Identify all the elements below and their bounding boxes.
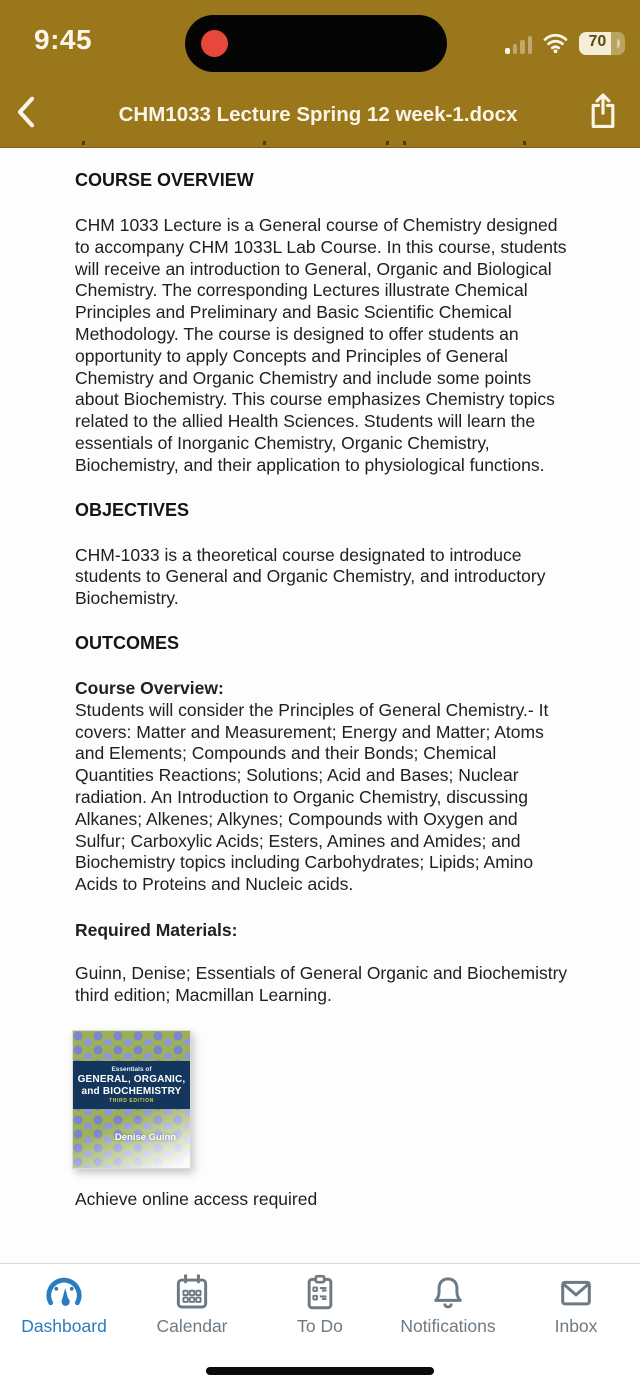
- tab-todo[interactable]: [256, 1272, 384, 1337]
- tab-notifications[interactable]: [384, 1272, 512, 1337]
- required-materials-heading: Required Materials:: [75, 919, 238, 940]
- book-title-line1: GENERAL, ORGANIC,: [77, 1074, 186, 1086]
- bottom-tab-bar: [0, 1263, 640, 1387]
- share-icon: [586, 92, 626, 132]
- tab-dashboard[interactable]: [0, 1272, 128, 1337]
- book-edition-text: THIRD EDITION: [109, 1098, 154, 1105]
- back-button[interactable]: [14, 92, 50, 132]
- book-title-line2: and BIOCHEMISTRY: [81, 1085, 182, 1097]
- outcomes-subheading: Course Overview:: [75, 677, 224, 698]
- tab-inbox[interactable]: [512, 1272, 640, 1337]
- outcomes-paragraph: Students will consider the Principles of General Chemistry.- It covers: Matter and Measurement; Energy and Matter; Atoms and Elements; Compounds and their Bonds; Chemical Quantities Reactions; Solutions; Acid and Bases; Nuclear radiation. An Introduction to Organic Chemistry, discussing Alkanes; Alkenes; Alkynes; Compounds with Oxygen and Sulfur; Carboxylic Acids; Esters, Amines and Amides; and Biochemistry topics including Carbohydrates; Lipids; Amino Acids to Proteins and Nucleic acids.: [75, 699, 549, 895]
- notifications-bell-icon: [427, 1272, 469, 1314]
- inbox-envelope-icon: [555, 1272, 597, 1314]
- document-title: CHM1033 Lecture Spring 12 week-1.docx: [118, 103, 518, 126]
- clipped-text-remnant: [386, 141, 389, 145]
- cellular-signal-icon: [505, 34, 532, 54]
- textbook-cover-image: [72, 1030, 191, 1169]
- document-page: [75, 148, 572, 1211]
- tab-label: Calendar: [156, 1316, 228, 1336]
- document-viewer[interactable]: [0, 148, 640, 1387]
- tab-label: Dashboard: [21, 1316, 107, 1336]
- tab-label: To Do: [297, 1316, 343, 1336]
- battery-icon: [579, 32, 620, 55]
- status-icons: [505, 32, 620, 55]
- section-heading-objectives: OBJECTIVES: [75, 499, 190, 520]
- book-series-text: Essentials of: [111, 1066, 152, 1074]
- nav-bar: [0, 80, 640, 148]
- clipped-text-remnant: [523, 141, 526, 145]
- home-indicator[interactable]: [206, 1367, 434, 1375]
- share-button[interactable]: [586, 90, 626, 134]
- tab-label: Notifications: [400, 1316, 496, 1336]
- clipped-text-remnant: [82, 141, 85, 145]
- book-title-band: [73, 1061, 190, 1109]
- chevron-left-icon: [14, 95, 50, 129]
- section-heading-course-overview: COURSE OVERVIEW: [75, 170, 254, 190]
- tab-label: Inbox: [554, 1316, 598, 1336]
- achieve-access-note: Achieve online access required: [75, 1189, 318, 1210]
- recording-indicator-dot: [201, 30, 228, 57]
- dynamic-island[interactable]: [185, 15, 447, 72]
- tab-calendar[interactable]: [128, 1272, 256, 1337]
- section-heading-outcomes: OUTCOMES: [75, 632, 180, 653]
- todo-clipboard-icon: [299, 1272, 341, 1314]
- book-author-text: Denise Guinn: [114, 1131, 177, 1143]
- clipped-text-remnant: [403, 141, 406, 145]
- calendar-icon: [171, 1272, 213, 1314]
- wifi-icon: [542, 33, 569, 54]
- dashboard-gauge-icon: [43, 1272, 85, 1314]
- status-time: 9:45: [34, 24, 93, 55]
- course-overview-paragraph: CHM 1033 Lecture is a General course of Chemistry designed to accompany CHM 1033L Lab Course. In this course, students will receive an introduction to General, Organic and Biological Chemistry. The corresponding Lectures illustrate Chemical Principles and Preliminary and Basic Scientific Chemical Methodology. The course is designed to offer students an opportunity to apply Concepts and Principles of General Chemistry and Organic Chemistry and include some points about Biochemistry. This course emphasizes Chemistry topics related to the allied Health Sciences. Students will learn the essentials of Inorganic Chemistry, Organic Chemistry, Biochemistry, and their application to physiological functions.: [75, 215, 567, 475]
- required-materials-paragraph: Guinn, Denise; Essentials of General Organic and Biochemistry third edition; Macmillan Learning.: [75, 962, 568, 1005]
- battery-percent: 70: [588, 33, 607, 50]
- app-header: [0, 0, 640, 148]
- clipped-text-remnant: [263, 141, 266, 145]
- objectives-paragraph: CHM-1033 is a theoretical course designated to introduce students to General and Organic Chemistry, and introductory Biochemistry.: [75, 544, 546, 609]
- status-bar: [0, 0, 640, 80]
